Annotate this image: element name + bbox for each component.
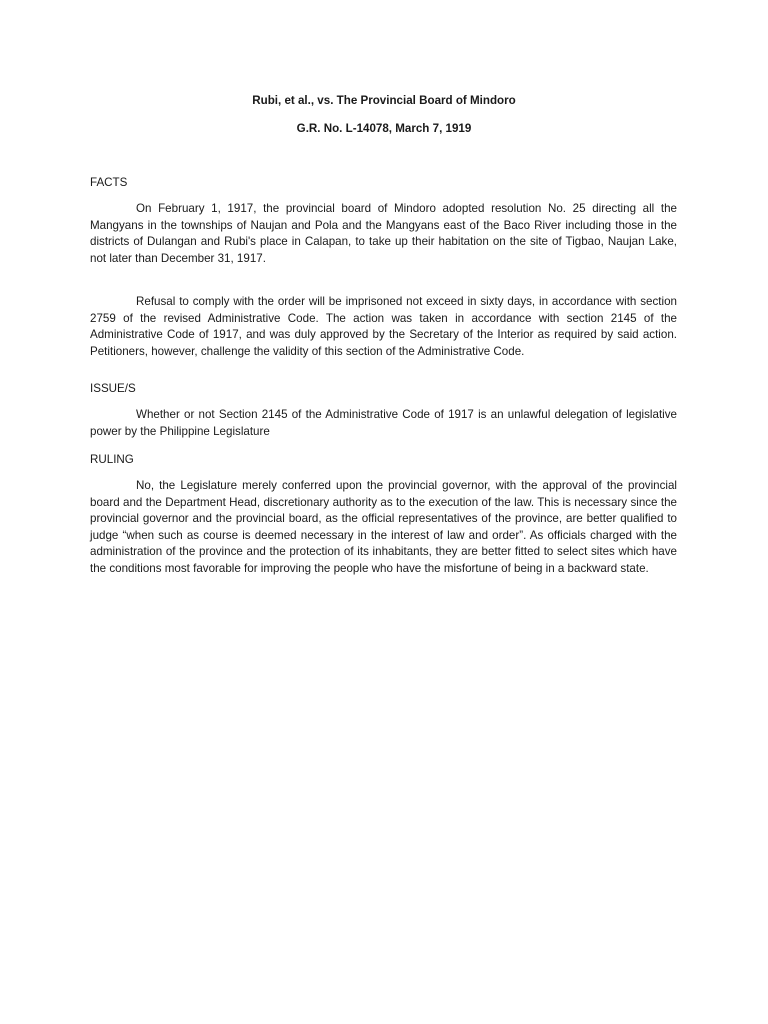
issues-heading: ISSUE/S xyxy=(90,382,136,395)
case-citation: G.R. No. L-14078, March 7, 1919 xyxy=(296,122,472,135)
issues-paragraph: Whether or not Section 2145 of the Administrative Code of 1917 is an unlawful delegation of legislative power by the Philippine Legislature xyxy=(90,408,677,438)
case-title: Rubi, et al., vs. The Provincial Board of Mindoro xyxy=(252,94,516,107)
ruling-heading: RULING xyxy=(90,453,134,466)
facts-paragraph: Refusal to comply with the order will be imprisoned not exceed in sixty days, in accordance with section 2759 of the revised Administrative Code. The action was taken in accordance with section 2145 of the Administrative Code of 1917, and was duly approved by the Secretary of the Interior as required by said action. Petitioners, however, challenge the validity of this section of the Administrative Code. xyxy=(90,295,677,358)
facts-paragraph: On February 1, 1917, the provincial board of Mindoro adopted resolution No. 25 directing all the Mangyans in the townships of Naujan and Pola and the Mangyans east of the Baco River including those in the districts of Dulangan and Rubi's place in Calapan, to take up their habitation on the site of Tigbao, Naujan Lake, not later than December 31, 1917. xyxy=(90,202,677,265)
ruling-paragraph: No, the Legislature merely conferred upon the provincial governor, with the approval of the provincial board and the Department Head, discretionary authority as to the execution of the law. This is necessary since the provincial governor and the provincial board, as the official representatives of the province, are better qualified to judge “when such as course is deemed necessary in the interest of law and order”. As officials charged with the administration of the province and the protection of its inhabitants, they are better fitted to select sites which have the conditions most favorable for improving the people who have the misfortune of being in a backward state. xyxy=(90,479,677,575)
facts-heading: FACTS xyxy=(90,176,128,189)
